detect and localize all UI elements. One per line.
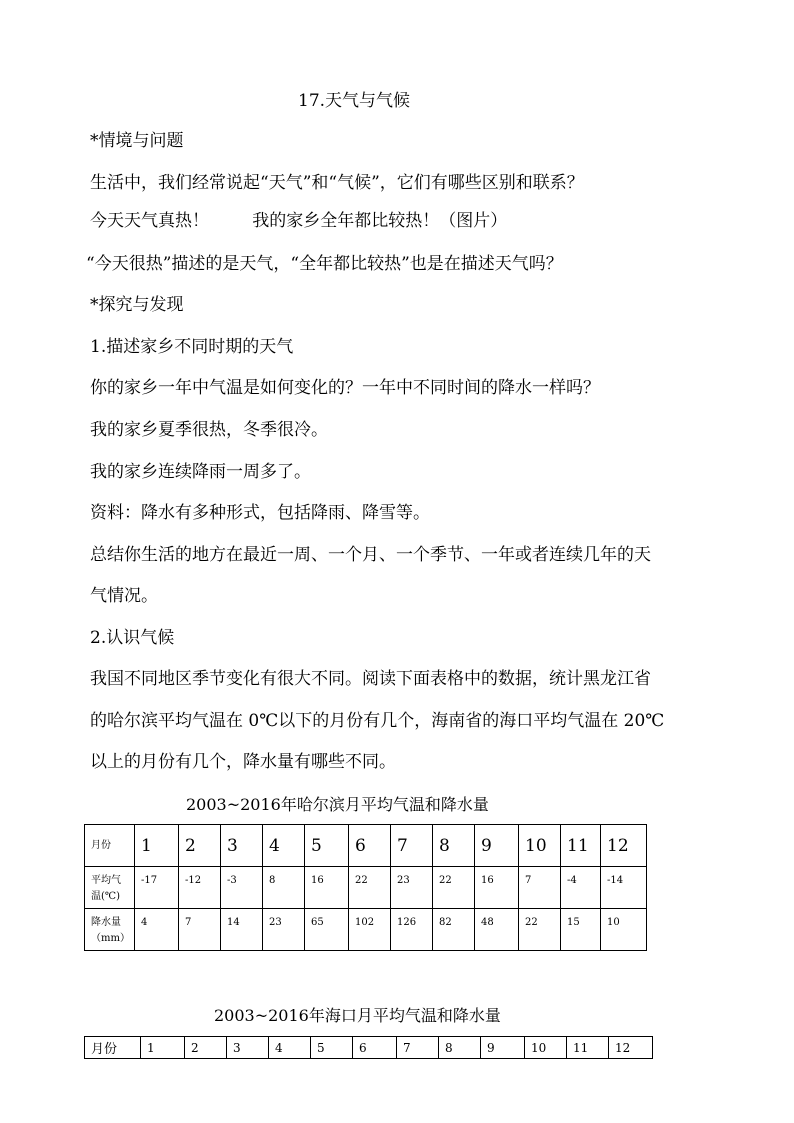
month-cell: 12 xyxy=(601,825,647,867)
section-heading-explore: *探究与发现 xyxy=(90,295,184,315)
month-cell: 3 xyxy=(227,1037,269,1059)
precipitation-cell: 10 xyxy=(601,909,647,951)
precipitation-cell: 82 xyxy=(433,909,475,951)
paragraph: 我国不同地区季节变化有很大不同。阅读下面表格中的数据，统计黑龙江省 xyxy=(90,669,651,689)
temperature-cell: 8 xyxy=(263,867,305,909)
temperature-cell: 22 xyxy=(433,867,475,909)
precipitation-cell: 22 xyxy=(519,909,561,951)
precipitation-cell: 14 xyxy=(221,909,263,951)
table-caption-harbin: 2003~2016年哈尔滨月平均气温和降水量 xyxy=(186,795,489,814)
month-cell: 3 xyxy=(221,825,263,867)
paragraph: 你的家乡一年中气温是如何变化的？一年中不同时间的降水一样吗？ xyxy=(90,378,600,398)
lesson-title: 17.天气与气候 xyxy=(298,91,411,111)
subheading-weather: 1.描述家乡不同时期的天气 xyxy=(90,337,294,357)
month-cell: 6 xyxy=(349,825,391,867)
temperature-cell: -14 xyxy=(601,867,647,909)
temperature-cell: 22 xyxy=(349,867,391,909)
paragraph: 今天天气真热！ 我的家乡全年都比较热！（图片） xyxy=(90,211,508,231)
paragraph: 我的家乡夏季很热，冬季很冷。 xyxy=(90,420,328,440)
table-caption-haikou: 2003~2016年海口月平均气温和降水量 xyxy=(214,1006,501,1025)
precipitation-cell: 15 xyxy=(561,909,601,951)
temperature-label xyxy=(85,867,135,909)
month-cell: 9 xyxy=(481,1037,525,1059)
precipitation-cell: 23 xyxy=(263,909,305,951)
precipitation-cell: 126 xyxy=(391,909,433,951)
month-cell: 8 xyxy=(439,1037,481,1059)
temperature-label-line2: 温(℃) xyxy=(91,891,120,902)
paragraph: 生活中，我们经常说起“天气”和“气候”，它们有哪些区别和联系？ xyxy=(90,173,584,193)
month-cell: 1 xyxy=(141,1037,185,1059)
temperature-cell: -12 xyxy=(179,867,221,909)
precipitation-cell: 48 xyxy=(475,909,519,951)
precipitation-label-line1: 降水量 xyxy=(91,917,121,928)
month-cell: 2 xyxy=(179,825,221,867)
month-cell: 12 xyxy=(609,1037,653,1059)
month-cell: 5 xyxy=(305,825,349,867)
month-cell: 4 xyxy=(263,825,305,867)
month-cell: 2 xyxy=(185,1037,227,1059)
precipitation-cell: 65 xyxy=(305,909,349,951)
temperature-cell: -3 xyxy=(221,867,263,909)
subheading-climate: 2.认识气候 xyxy=(90,628,175,648)
table-row-precipitation xyxy=(85,909,647,951)
month-cell: 9 xyxy=(475,825,519,867)
paragraph-material: 资料：降水有多种形式，包括降雨、降雪等。 xyxy=(90,503,430,523)
table-row-temperature xyxy=(85,867,647,909)
table-row-months xyxy=(85,1037,653,1059)
temperature-cell: 16 xyxy=(475,867,519,909)
month-cell: 7 xyxy=(391,825,433,867)
paragraph: 以上的月份有几个，降水量有哪些不同。 xyxy=(90,752,396,772)
section-heading-scenario: *情境与问题 xyxy=(90,131,184,151)
haikou-climate-table xyxy=(84,1036,653,1059)
paragraph: 气情况。 xyxy=(90,586,158,606)
precipitation-cell: 4 xyxy=(135,909,179,951)
temperature-cell: 16 xyxy=(305,867,349,909)
precipitation-cell: 102 xyxy=(349,909,391,951)
precipitation-cell: 7 xyxy=(179,909,221,951)
precipitation-label-line2: （mm） xyxy=(91,933,130,944)
temperature-label-line1: 平均气 xyxy=(91,875,121,886)
paragraph: 我的家乡连续降雨一周多了。 xyxy=(90,462,311,482)
month-cell: 1 xyxy=(135,825,179,867)
harbin-climate-table xyxy=(84,824,647,951)
month-cell: 4 xyxy=(269,1037,311,1059)
temperature-cell: 23 xyxy=(391,867,433,909)
month-label: 月份 xyxy=(85,825,135,867)
precipitation-label xyxy=(85,909,135,951)
temperature-cell: 7 xyxy=(519,867,561,909)
month-cell: 5 xyxy=(311,1037,353,1059)
paragraph: “今天很热”描述的是天气，“全年都比较热”也是在描述天气吗？ xyxy=(86,254,563,274)
month-cell: 11 xyxy=(567,1037,609,1059)
month-label: 月份 xyxy=(85,1037,141,1059)
month-cell: 10 xyxy=(519,825,561,867)
month-cell: 10 xyxy=(525,1037,567,1059)
paragraph: 的哈尔滨平均气温在 0℃以下的月份有几个，海南省的海口平均气温在 20℃ xyxy=(90,711,665,731)
month-cell: 11 xyxy=(561,825,601,867)
table-row-months xyxy=(85,825,647,867)
month-cell: 6 xyxy=(353,1037,397,1059)
temperature-cell: -4 xyxy=(561,867,601,909)
month-cell: 7 xyxy=(397,1037,439,1059)
paragraph: 总结你生活的地方在最近一周、一个月、一个季节、一年或者连续几年的天 xyxy=(90,545,651,565)
month-cell: 8 xyxy=(433,825,475,867)
temperature-cell: -17 xyxy=(135,867,179,909)
